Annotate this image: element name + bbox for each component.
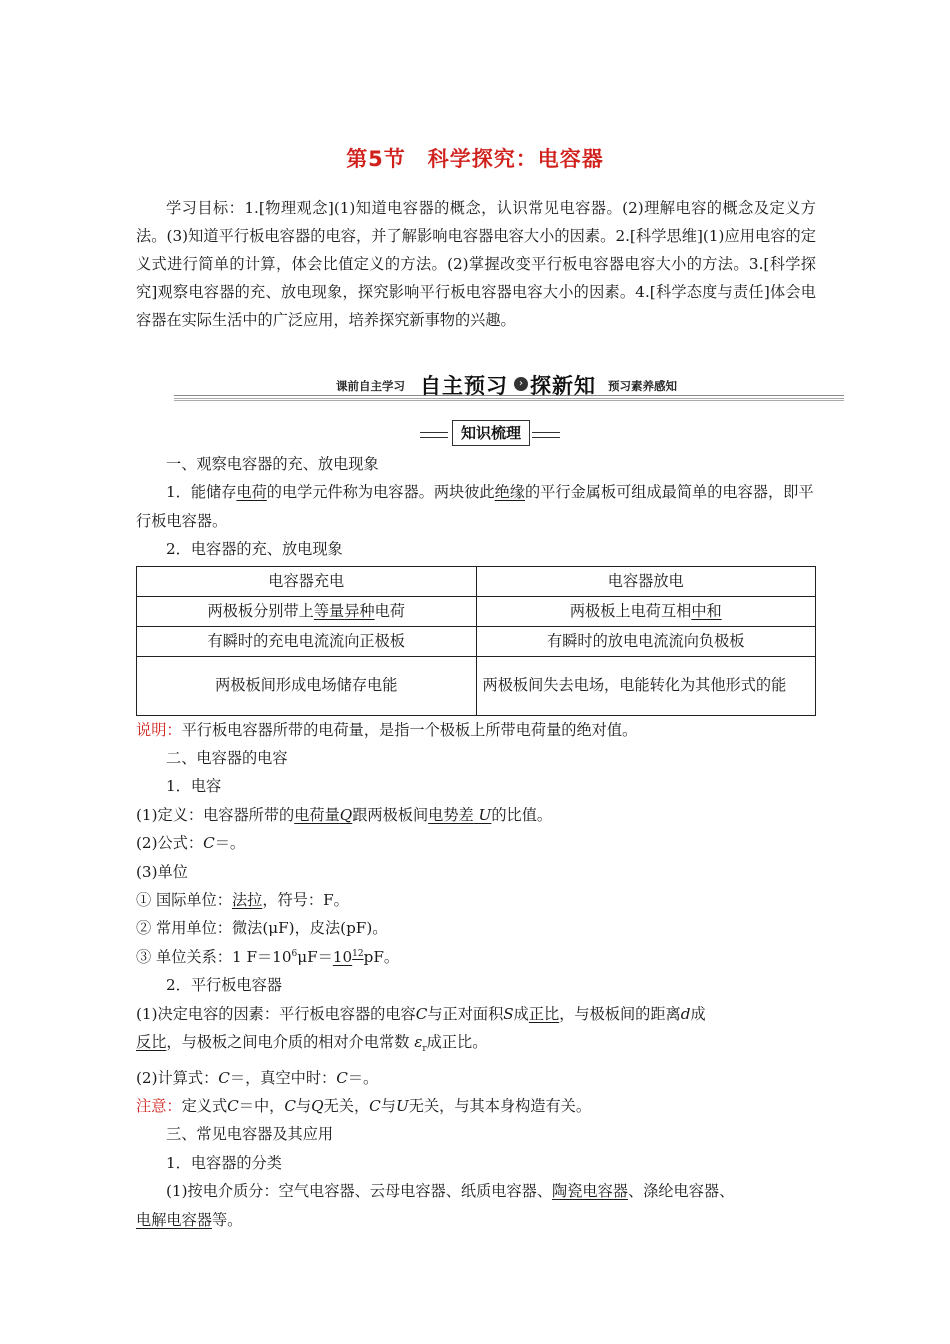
banner-heading-right: 探新知 [530, 374, 596, 398]
note-1: 说明：平行板电容器所带的电荷量，是指一个极板上所带电荷量的绝对值。 [136, 720, 638, 739]
table-cell: 两极板分别带上等量异种电荷 [137, 596, 477, 626]
heading-2: 二、电容器的电容 [166, 749, 288, 768]
table-cell: 有瞬时的放电电流流向负极板 [476, 626, 816, 656]
calc-line: (2)计算式：C＝，真空中时：C＝。 [136, 1068, 379, 1087]
table-cell: 两极板上电荷互相中和 [476, 596, 816, 626]
content-body [136, 450, 816, 1234]
note-2: 注意：定义式C＝中，C与Q无关，C与U无关，与其本身构造有关。 [136, 1096, 592, 1115]
paragraph-1-2: 2．电容器的充、放电现象 [166, 540, 343, 559]
table-cell: 两极板间形成电场储存电能 [137, 656, 477, 715]
tag-decoration-right [532, 432, 560, 438]
charge-discharge-table [136, 566, 816, 716]
paragraph-1-1: 1．能储存电荷的电学元件称为电容器。两块彼此绝缘的平行金属板可组成最简单的电容器，即平行板电容器。 [136, 483, 814, 530]
banner-heading-left: 自主预习 [420, 374, 508, 398]
knowledge-section-tag [420, 420, 560, 446]
table-row [137, 596, 816, 626]
table-cell: 两极板间失去电场，电能转化为其他形式的能 [476, 656, 816, 715]
tag-decoration-left [420, 432, 448, 438]
formula-line: (2)公式：C＝。 [136, 834, 246, 853]
definition-line: (1)定义：电容器所带的电荷量Q跟两极板间电势差 U的比值。 [136, 805, 553, 824]
banner-left-caption: 课前自主学习 [336, 379, 405, 393]
paragraph-3-1: 1．电容器的分类 [166, 1153, 282, 1172]
unit-relation-line: ③ 单位关系：1 $F=10^6\mu F=10^{12}pF$。 [136, 947, 400, 966]
unit-line: (3)单位 [136, 862, 188, 881]
banner-rule [174, 395, 844, 396]
preview-banner [174, 370, 844, 402]
table-row [137, 566, 816, 596]
table-cell: 有瞬时的充电电流流向正极板 [137, 626, 477, 656]
section-title: 第5节 科学探究：电容器 [346, 147, 604, 171]
table-header-discharge: 电容器放电 [476, 566, 816, 596]
chevron-right-icon: › [514, 377, 528, 391]
banner-right-caption: 预习素养感知 [608, 379, 677, 393]
banner-double-rule [174, 398, 844, 401]
table-row [137, 626, 816, 656]
tag-label: 知识梳理 [452, 420, 530, 446]
learning-objectives: 学习目标：1.[物理观念](1)知道电容器的概念，认识常见电容器。(2)理解电容的概念及定义方法。(3)知道平行板电容器的电容，并了解影响电容器电容大小的因素。2.[科学思维](1)应用电容的定义式进行简单的计算，体会比值定义的方法。(2)掌握改变平行板电容器电容大小的方法。3.[科学探究]观察电容器的充、放电现象，探究影响平行板电容器电容大小的因素。4.[科学态度与责任]体会电容器在实际生活中的广泛应用，培养探究新事物的兴趣。 [136, 199, 816, 329]
factors-paragraph: (1)决定电容的因素：平行板电容器的电容C与正对面积S成正比，与极板间的距离d成 反比，与极板之间电介质的相对介电常数 $\varepsilon_r$成正比。 [136, 1004, 706, 1055]
common-unit-line: ② 常用单位：微法(μF)，皮法(pF)。 [136, 919, 388, 938]
si-unit-line: ① 国际单位：法拉，符号：F。 [136, 891, 349, 910]
heading-3: 三、常见电容器及其应用 [166, 1125, 334, 1144]
heading-1: 一、观察电容器的充、放电现象 [166, 455, 379, 473]
classification-paragraph: (1)按电介质分：空气电容器、云母电容器、纸质电容器、陶瓷电容器、涤纶电容器、 电解电容器等。 [136, 1182, 735, 1229]
table-header-charge: 电容器充电 [137, 566, 477, 596]
table-row [137, 656, 816, 715]
paragraph-2-2: 2．平行板电容器 [166, 976, 282, 995]
paragraph-2-1: 1．电容 [166, 777, 222, 796]
